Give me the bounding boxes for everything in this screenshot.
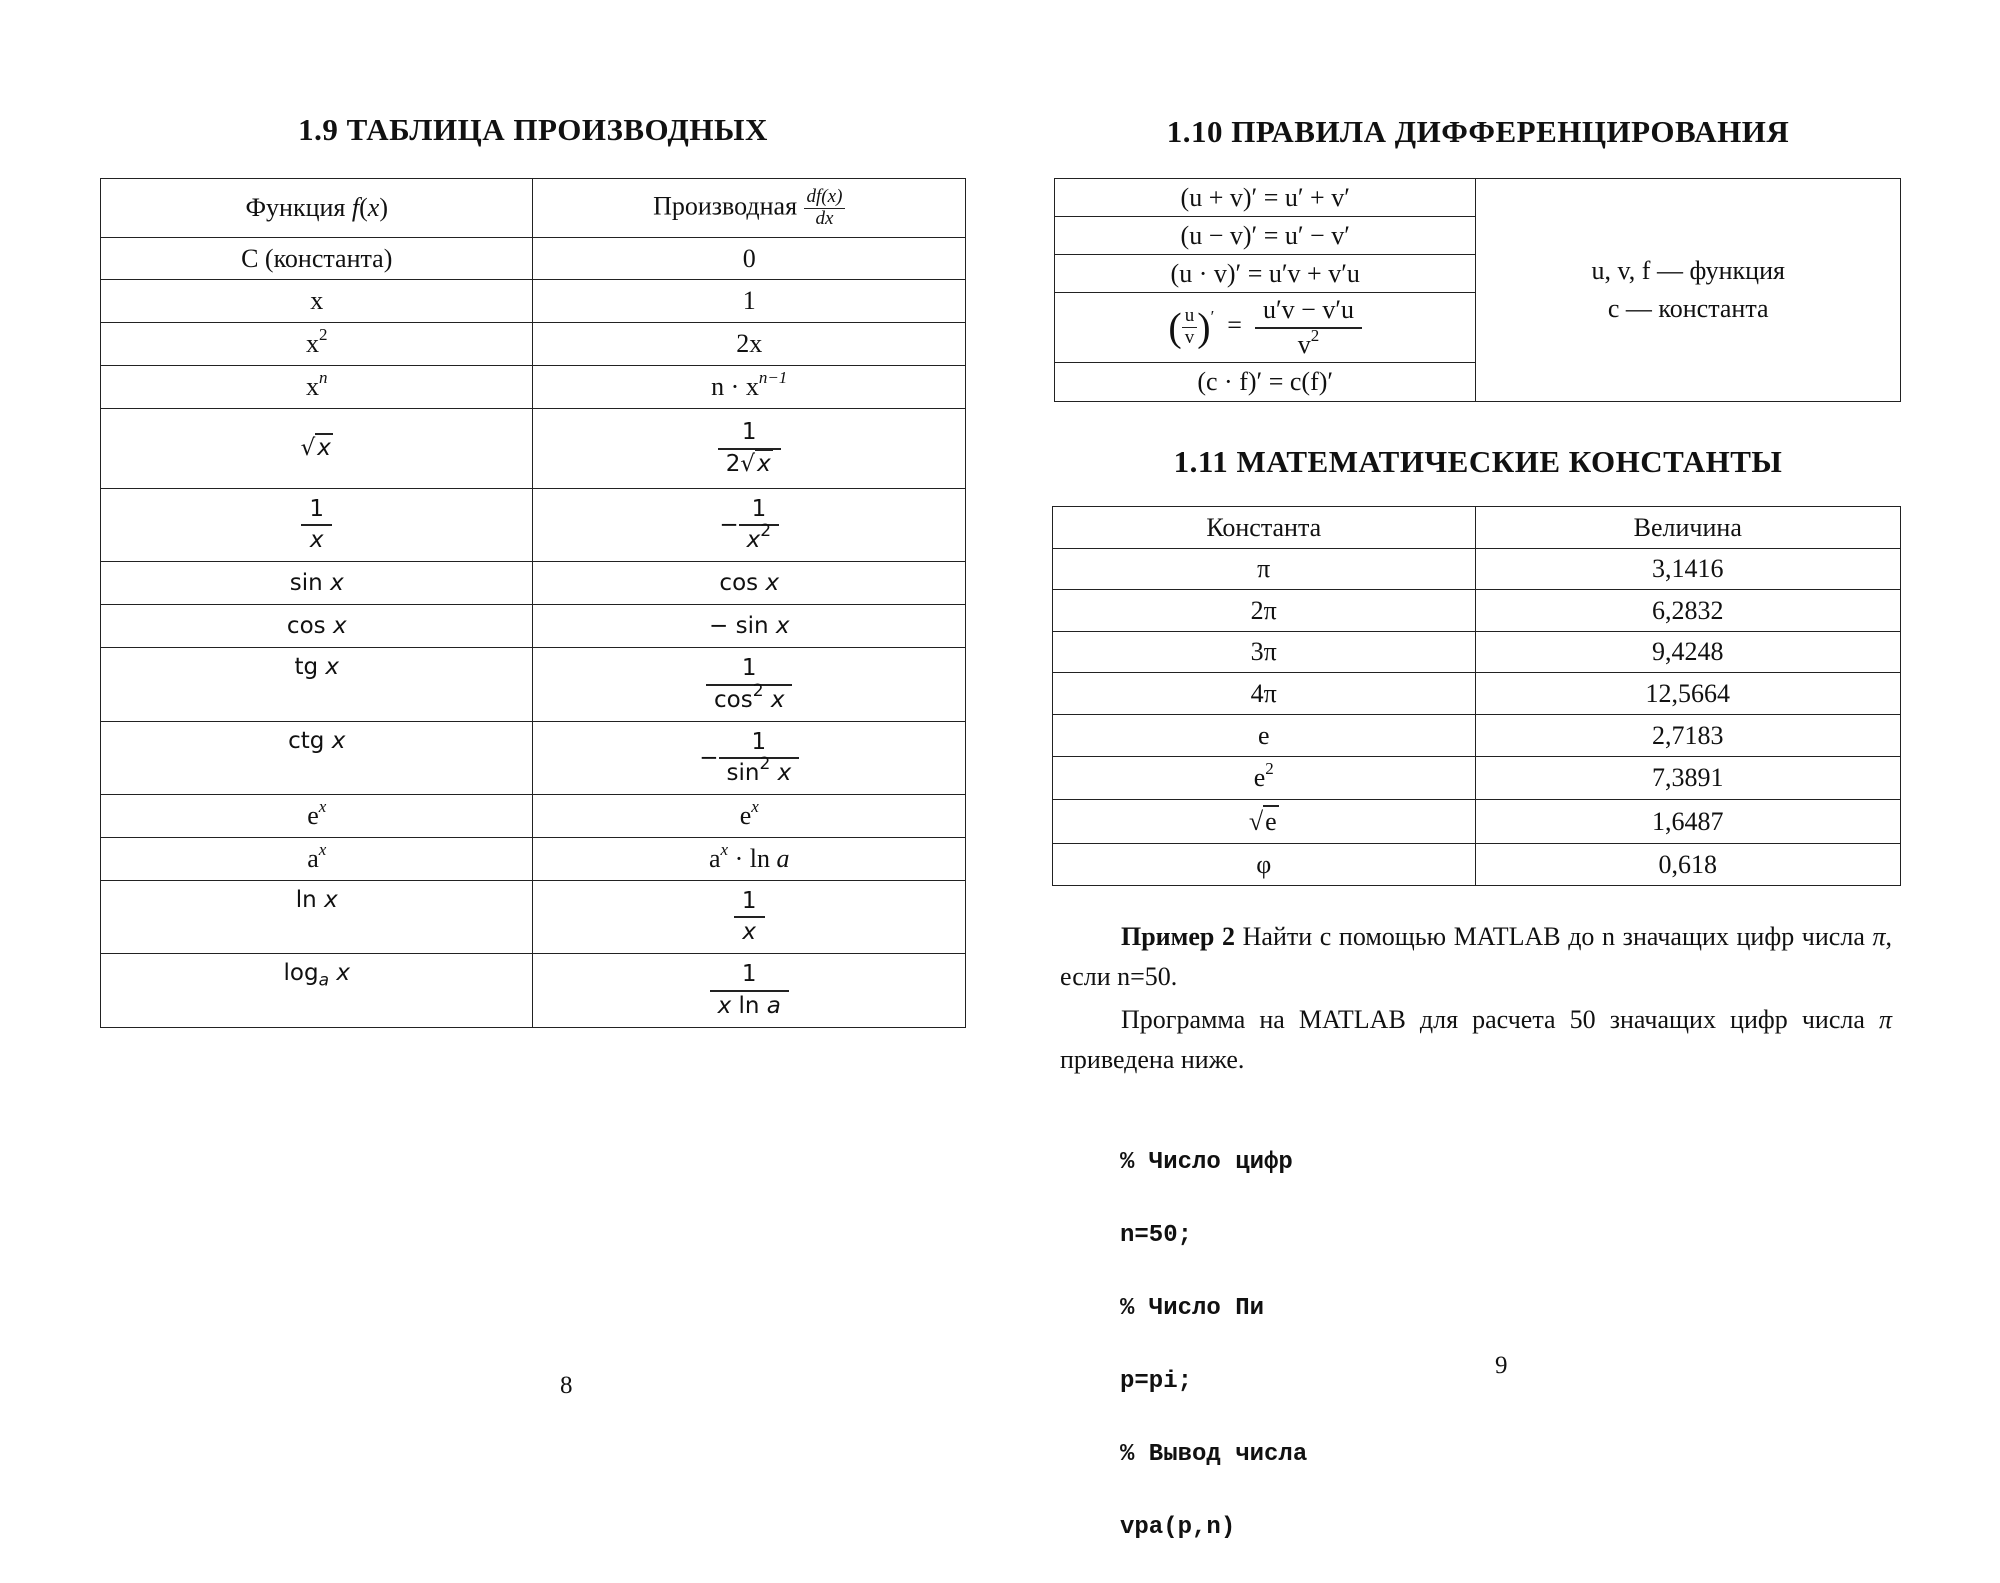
differentiation-rules-table xyxy=(1054,178,1901,402)
derivative-column-header: Производная $\frac{df(x)}{dx}$ xyxy=(533,179,966,238)
table-row: cos x − sin x xyxy=(101,605,966,648)
table-row: √e 1,6487 xyxy=(1053,800,1901,844)
table-row: $e^x$ $e^x$ xyxy=(101,795,966,838)
table-row: Константа Величина xyxy=(1053,507,1901,549)
code-line: % Вывод числа xyxy=(1120,1440,1308,1468)
rules-heading: 1.10 ПРАВИЛА ДИФФЕРЕНЦИРОВАНИЯ xyxy=(1166,114,1790,149)
table-row: π 3,1416 xyxy=(1053,549,1901,590)
page-number-left: 8 xyxy=(560,1372,573,1399)
table-row: (u + v)′ = u′ + v′ u, v, f — функция c — константа xyxy=(1055,179,1901,217)
table-row: $x^n$ $n \cdot x^{n-1}$ xyxy=(101,366,966,409)
code-line: p=pi; xyxy=(1120,1367,1193,1395)
table-row: (u · v)′ = u′v + v′u xyxy=(1055,255,1901,293)
table-row: ln x $\frac{1}{x}$ xyxy=(101,881,966,954)
constants-table xyxy=(1052,506,1901,886)
example-paragraph: Пример 2 Найти с помощью MATLAB до n значащих цифр числа π, если n=50. xyxy=(1060,922,1893,991)
table-row: (u − v)′ = u′ − v′ xyxy=(1055,217,1901,255)
table-row: ctg x − $\frac{1}{\sin^2 x}$ xyxy=(101,722,966,795)
code-line: % Число Пи xyxy=(1120,1294,1265,1322)
code-line: vpa(p,n) xyxy=(1120,1513,1236,1541)
table-row xyxy=(101,179,966,238)
table-row: $\log_a x$ $\frac{1}{\text{x ln a}}$ xyxy=(101,954,966,1028)
table-row: 3π 9,4248 xyxy=(1053,632,1901,673)
table-row: sin x cos x xyxy=(101,562,966,605)
derivatives-table xyxy=(100,178,966,1028)
code-line: n=50; xyxy=(1120,1221,1193,1249)
table-row: $a^x$ $a^x \cdot \ln a$ xyxy=(101,838,966,881)
table-row: x 1 xyxy=(101,280,966,323)
table-row: φ 0,618 xyxy=(1053,844,1901,886)
program-intro-paragraph: Программа на MATLAB для расчета 50 значащих цифр числа π приведена ниже. xyxy=(1060,1005,1893,1074)
table-row: (c · f)′ = c(f)′ xyxy=(1055,363,1901,402)
derivatives-table-heading: 1.9 ТАБЛИЦА ПРОИЗВОДНЫХ xyxy=(298,112,768,147)
table-row: 4π 12,5664 xyxy=(1053,673,1901,715)
page-number-right: 9 xyxy=(1495,1352,1508,1379)
table-row: e 2,7183 xyxy=(1053,715,1901,757)
function-column-header: Функция f(x) xyxy=(101,179,533,238)
code-line: % Число цифр xyxy=(1120,1148,1293,1176)
table-row: $e^2$ 7,3891 xyxy=(1053,757,1901,800)
table-row: √x $\frac{1}{2√x}$ xyxy=(101,409,966,489)
constants-heading: 1.11 МАТЕМАТИЧЕСКИЕ КОНСТАНТЫ xyxy=(1173,444,1783,479)
table-row: $\frac{1}{x}$ − $\frac{1}{x^2}$ xyxy=(101,489,966,562)
table-row: ( $\frac{u}{v}$ )′ = $\frac{u'v - v'u}{v^2}$ xyxy=(1055,293,1901,363)
table-row: C (константа) 0 xyxy=(101,238,966,280)
rules-note: u, v, f — функция c — константа xyxy=(1476,179,1901,402)
table-row: 2π 6,2832 xyxy=(1053,590,1901,632)
table-row: tg x $\frac{1}{\cos^2 x}$ xyxy=(101,648,966,722)
matlab-code-block xyxy=(1120,1108,1307,1583)
table-row: $x^2$ 2x xyxy=(101,323,966,366)
